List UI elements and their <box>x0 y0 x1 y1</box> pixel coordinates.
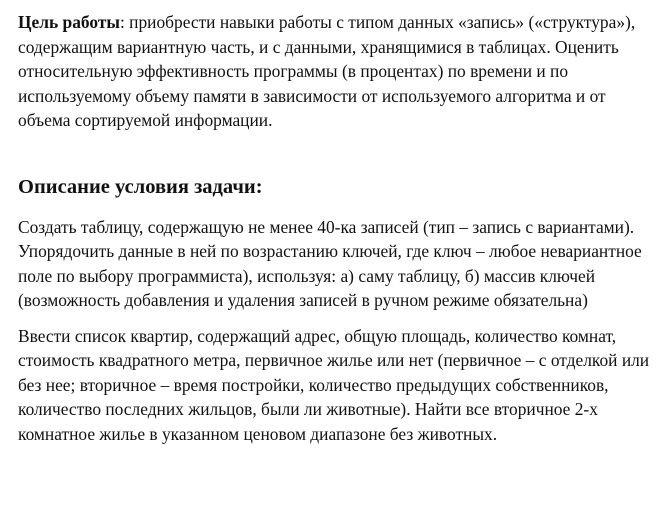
goal-label: Цель работы <box>18 12 120 32</box>
document-page <box>18 10 658 446</box>
goal-text: : приобрести навыки работы с типом данных «запись» («структура»), содержащим вариантную часть, и с данными, хранящимися в таблицах. Оценить относительную эффективность программы (в процентах) по времени и по используемому объему памяти в зависимости от используемого алгоритма и от объема сортируемой информации. <box>18 12 636 130</box>
goal-paragraph <box>18 10 658 133</box>
condition-paragraph: Создать таблицу, содержащую не менее 40-ка записей (тип – запись с вариантами). Упорядочить данные в ней по возрастанию ключей, где ключ – любое невариантное поле по выбору программиста), используя: а) саму таблицу, б) массив ключей (возможность добавления и удаления записей в ручном режиме обязательна) <box>18 216 642 310</box>
task-heading: Описание условия задачи: <box>18 175 263 198</box>
variant-paragraph: Ввести список квартир, содержащий адрес, общую площадь, количество комнат, стоимость квадратного метра, первичное жилье или нет (первичное – с отделкой или без нее; вторичное – время постройки, количество предыдущих собственников, количество последних жильцов, были ли животные). Найти все вторичное 2-х комнатное жилье в указанном ценовом диапазоне без животных. <box>18 325 650 444</box>
